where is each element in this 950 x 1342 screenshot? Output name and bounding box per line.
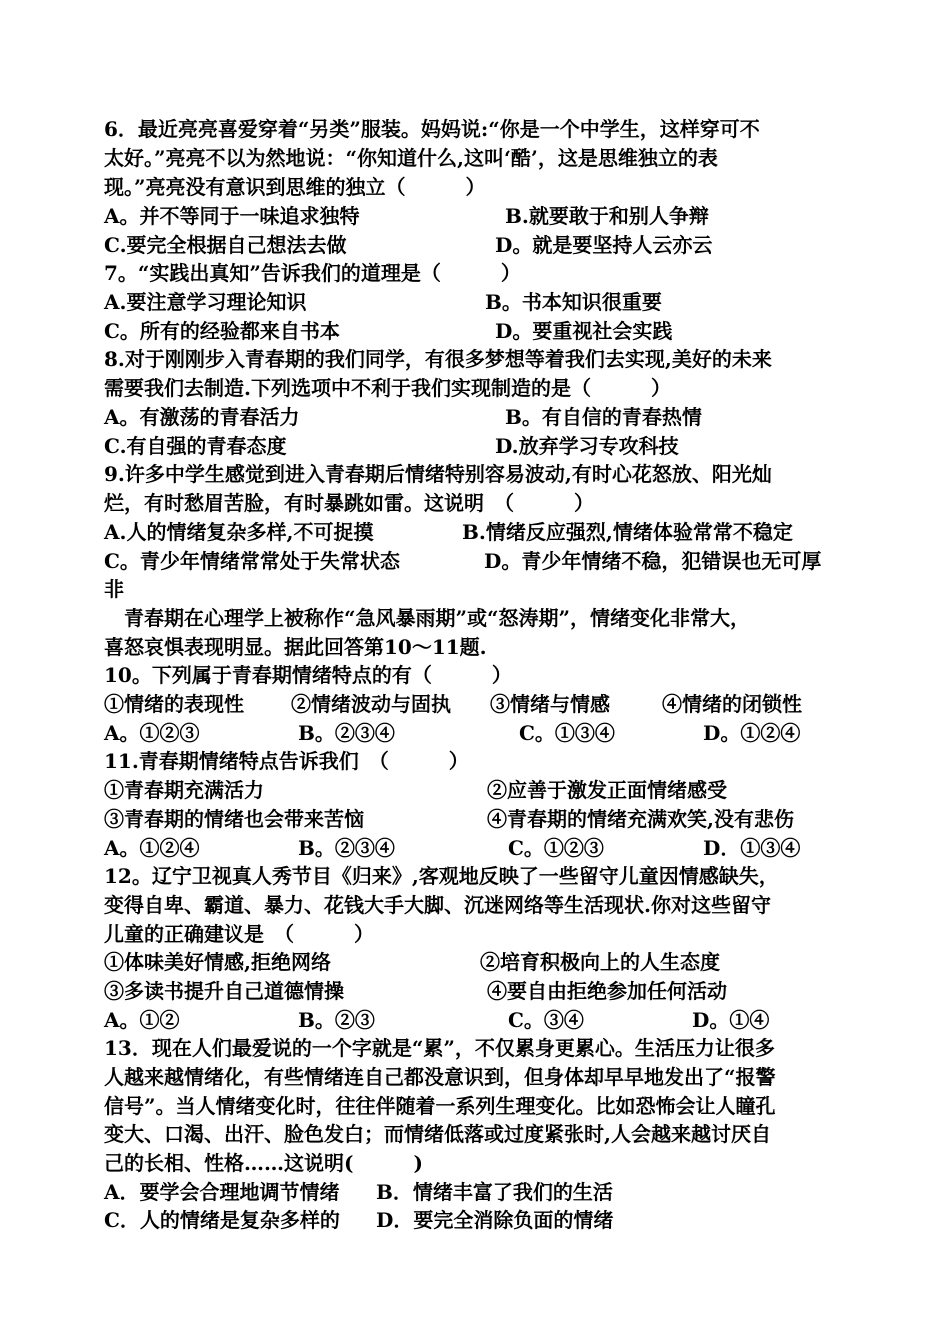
q13-stem-line-1: 13．现在人们最爱说的一个字就是“累”，不仅累身更累心。生活压力让很多 <box>104 1036 775 1060</box>
q11-item-2: ②应善于激发正面情绪感受 <box>487 778 727 802</box>
q10-option-d: D。①②④ <box>703 721 801 745</box>
q6-option-a: A。并不等同于一味追求独特 <box>104 204 360 228</box>
q10-item-1: ①情绪的表现性 <box>104 692 244 716</box>
q6-option-b: B.就要敢于和别人争辩 <box>505 204 709 228</box>
q13-stem-line-5: 己的长相、性格……这说明( ) <box>104 1151 423 1175</box>
q6-stem-line-1: 6．最近亮亮喜爱穿着“另类”服装。妈妈说:“你是一个中学生，这样穿可不 <box>104 117 760 141</box>
q13-option-c: C．人的情绪是复杂多样的 <box>104 1208 340 1232</box>
q11-stem: 11.青春期情绪特点告诉我们 （ ） <box>104 749 469 773</box>
q10-option-c: C。①③④ <box>519 721 615 745</box>
q13-stem-line-4: 变大、口渴、出汗、脸色发白；而情绪低落或过度紧张时,人会越来越讨厌自 <box>104 1122 771 1146</box>
q12-item-1: ①体味美好情感,拒绝网络 <box>104 950 331 974</box>
q7-stem: 7。“实践出真知”告诉我们的道理是（ ） <box>104 261 521 285</box>
q10-option-b: B。②③④ <box>298 721 395 745</box>
q9-stem-line-1: 9.许多中学生感觉到进入青春期后情绪特别容易波动,有时心花怒放、阳光灿 <box>104 462 772 486</box>
q13-stem-line-2: 人越来越情绪化，有些情绪连自己都没意识到，但身体却早早地发出了“报警 <box>104 1065 776 1089</box>
passage-line-2: 喜怒哀惧表现明显。据此回答第10～11题. <box>104 635 487 659</box>
q8-option-d: D.放弃学习专攻科技 <box>495 434 679 458</box>
q12-option-d: D。①④ <box>692 1008 770 1032</box>
q10-option-a: A。①②③ <box>104 721 200 745</box>
q7-option-b: B。书本知识很重要 <box>485 290 662 314</box>
q10-item-4: ④情绪的闭锁性 <box>662 692 802 716</box>
q7-option-c: C。所有的经验都来自书本 <box>104 319 340 343</box>
q8-option-b: B。有自信的青春热情 <box>505 405 702 429</box>
q12-option-a: A。①② <box>104 1008 180 1032</box>
q12-stem-line-3: 儿童的正确建议是 （ ） <box>104 922 374 946</box>
q9-option-c: C。青少年情绪常常处于失常状态 <box>104 549 400 573</box>
q11-option-a: A。①②④ <box>104 836 200 860</box>
q12-option-b: B。②③ <box>298 1008 375 1032</box>
q12-item-2: ②培育积极向上的人生态度 <box>480 950 720 974</box>
q13-option-a: A．要学会合理地调节情绪 <box>104 1180 340 1204</box>
q11-option-c: C。①②③ <box>508 836 604 860</box>
q9-option-a: A.人的情绪复杂多样,不可捉摸 <box>104 520 374 544</box>
q10-stem: 10。下列属于青春期情绪特点的有（ ） <box>104 663 512 687</box>
q11-option-d: D．①③④ <box>703 836 801 860</box>
q6-stem-line-3: 现。”亮亮没有意识到思维的独立（ ） <box>104 175 486 199</box>
q12-stem-line-2: 变得自卑、霸道、暴力、花钱大手大脚、沉迷网络等生活现状.你对这些留守 <box>104 893 771 917</box>
q13-option-b: B．情绪丰富了我们的生活 <box>376 1180 613 1204</box>
q7-option-d: D。要重视社会实践 <box>495 319 673 343</box>
q6-option-c: C.要完全根据自己想法去做 <box>104 233 347 257</box>
q12-stem-line-1: 12。辽宁卫视真人秀节目《归来》,客观地反映了一些留守儿童因情感缺失， <box>104 864 779 888</box>
q6-stem-line-2: 太好。”亮亮不以为然地说：“你知道什么,这叫‘酷’，这是思维独立的表 <box>104 146 718 170</box>
q6-option-d: D。就是要坚持人云亦云 <box>495 233 713 257</box>
q12-item-4: ④要自由拒绝参加任何活动 <box>487 979 727 1003</box>
q8-option-a: A。有激荡的青春活力 <box>104 405 300 429</box>
q9-stem-line-2: 烂，有时愁眉苦脸，有时暴跳如雷。这说明 （ ） <box>104 491 594 515</box>
q8-option-c: C.有自强的青春态度 <box>104 434 287 458</box>
q9-option-b: B.情绪反应强烈,情绪体验常常不稳定 <box>462 520 793 544</box>
q13-stem-line-3: 信号”。当人情绪变化时，往往伴随着一系列生理变化。比如恐怖会让人瞳孔 <box>104 1094 776 1118</box>
q7-option-a: A.要注意学习理论知识 <box>104 290 307 314</box>
q12-option-c: C。③④ <box>508 1008 584 1032</box>
q13-option-d: D．要完全消除负面的情绪 <box>376 1208 614 1232</box>
q10-item-2: ②情绪波动与固执 <box>291 692 451 716</box>
q12-item-3: ③多读书提升自己道德情操 <box>104 979 344 1003</box>
q8-stem-line-2: 需要我们去制造.下列选项中不利于我们实现制造的是（ ） <box>104 376 671 400</box>
q11-option-b: B。②③④ <box>298 836 395 860</box>
q9-option-d: D。青少年情绪不稳，犯错误也无可厚 <box>484 549 822 573</box>
q10-item-3: ③情绪与情感 <box>490 692 610 716</box>
q8-stem-line-1: 8.对于刚刚步入青春期的我们同学，有很多梦想等着我们去实现,美好的未来 <box>104 347 772 371</box>
passage-line-1: 青春期在心理学上被称作“急风暴雨期”或“怒涛期”，情绪变化非常大， <box>104 606 751 630</box>
q11-item-3: ③青春期的情绪也会带来苦恼 <box>104 807 364 831</box>
q11-item-4: ④青春期的情绪充满欢笑,没有悲伤 <box>487 807 794 831</box>
q9-option-d-continued: 非 <box>104 577 124 601</box>
q11-item-1: ①青春期充满活力 <box>104 778 264 802</box>
